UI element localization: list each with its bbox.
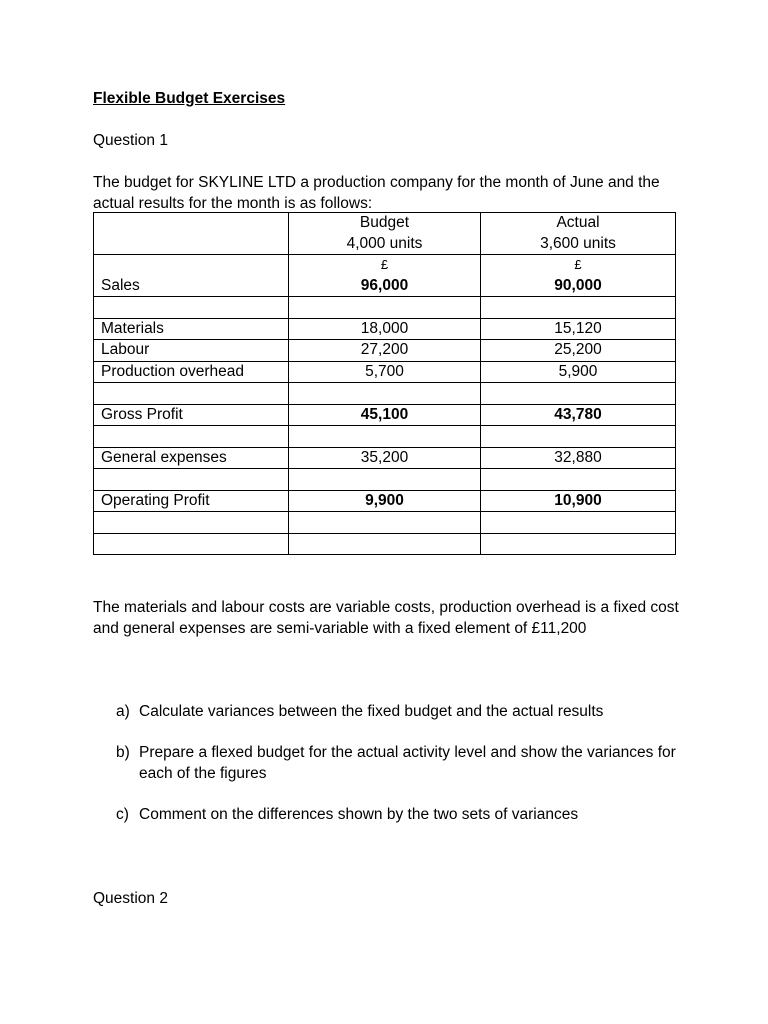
row-actual-cell: 10,900 <box>481 490 676 512</box>
header-label-cell <box>94 213 289 234</box>
row-budget-cell: 9,900 <box>289 490 481 512</box>
row-actual-cell: 90,000 <box>481 276 676 297</box>
table-row <box>94 426 676 448</box>
list-item <box>116 701 676 722</box>
row-budget-cell <box>289 383 481 405</box>
row-budget-cell <box>289 533 481 555</box>
units-label-cell <box>94 234 289 255</box>
row-budget-cell <box>289 469 481 491</box>
list-marker: b) <box>116 744 130 761</box>
list-marker: c) <box>116 806 129 823</box>
table-row <box>94 297 676 319</box>
row-budget-cell: 18,000 <box>289 318 481 340</box>
task-list <box>116 701 676 845</box>
units-actual: 3,600 units <box>481 234 676 255</box>
intro-paragraph: The budget for SKYLINE LTD a production company for the month of June and the actual results for the month is as follows: <box>93 174 660 212</box>
row-label-cell: Gross Profit <box>94 404 289 426</box>
table-currency-row <box>94 255 676 276</box>
table-row <box>94 490 676 512</box>
row-label-cell: Production overhead <box>94 361 289 383</box>
budget-table <box>93 212 676 555</box>
row-label-cell: General expenses <box>94 447 289 469</box>
table-row <box>94 469 676 491</box>
row-budget-cell: 5,700 <box>289 361 481 383</box>
currency-budget: £ <box>289 255 481 276</box>
row-actual-cell: 43,780 <box>481 404 676 426</box>
row-budget-cell: 35,200 <box>289 447 481 469</box>
table-row <box>94 533 676 555</box>
header-budget: Budget <box>289 213 481 234</box>
row-budget-cell: 27,200 <box>289 340 481 362</box>
row-actual-cell <box>481 512 676 534</box>
table-row <box>94 340 676 362</box>
list-item-text: Prepare a flexed budget for the actual activity level and show the variances for each of the figures <box>139 744 676 782</box>
row-label-cell: Materials <box>94 318 289 340</box>
row-actual-cell: 32,880 <box>481 447 676 469</box>
row-actual-cell <box>481 297 676 319</box>
list-item-text: Calculate variances between the fixed budget and the actual results <box>139 703 604 720</box>
table-row <box>94 404 676 426</box>
row-label-cell <box>94 383 289 405</box>
row-actual-cell <box>481 426 676 448</box>
row-budget-cell <box>289 512 481 534</box>
row-budget-cell <box>289 297 481 319</box>
row-label-cell: Sales <box>94 276 289 297</box>
list-item-text: Comment on the differences shown by the two sets of variances <box>139 806 579 823</box>
table-row <box>94 361 676 383</box>
currency-label-cell <box>94 255 289 276</box>
row-actual-cell <box>481 533 676 555</box>
cost-behaviour-paragraph: The materials and labour costs are variable costs, production overhead is a fixed cost and general expenses are semi-variable with a fixed element of £11,200 <box>93 599 679 637</box>
header-actual: Actual <box>481 213 676 234</box>
row-label-cell <box>94 297 289 319</box>
question-2-heading: Question 2 <box>93 890 168 907</box>
row-budget-cell: 45,100 <box>289 404 481 426</box>
document-title: Flexible Budget Exercises <box>93 90 286 107</box>
table-header-row <box>94 213 676 234</box>
list-item <box>116 742 676 784</box>
row-budget-cell: 96,000 <box>289 276 481 297</box>
row-label-cell <box>94 469 289 491</box>
row-actual-cell <box>481 469 676 491</box>
row-actual-cell: 5,900 <box>481 361 676 383</box>
table-row <box>94 276 676 297</box>
table-row <box>94 318 676 340</box>
currency-actual: £ <box>481 255 676 276</box>
row-actual-cell: 15,120 <box>481 318 676 340</box>
row-label-cell: Operating Profit <box>94 490 289 512</box>
row-actual-cell: 25,200 <box>481 340 676 362</box>
list-item <box>116 804 676 825</box>
table-row <box>94 512 676 534</box>
table-row <box>94 447 676 469</box>
table-units-row <box>94 234 676 255</box>
row-label-cell <box>94 426 289 448</box>
row-label-cell <box>94 512 289 534</box>
row-label-cell <box>94 533 289 555</box>
table-row <box>94 383 676 405</box>
row-budget-cell <box>289 426 481 448</box>
list-marker: a) <box>116 703 130 720</box>
question-1-heading: Question 1 <box>93 132 168 149</box>
row-actual-cell <box>481 383 676 405</box>
units-budget: 4,000 units <box>289 234 481 255</box>
row-label-cell: Labour <box>94 340 289 362</box>
